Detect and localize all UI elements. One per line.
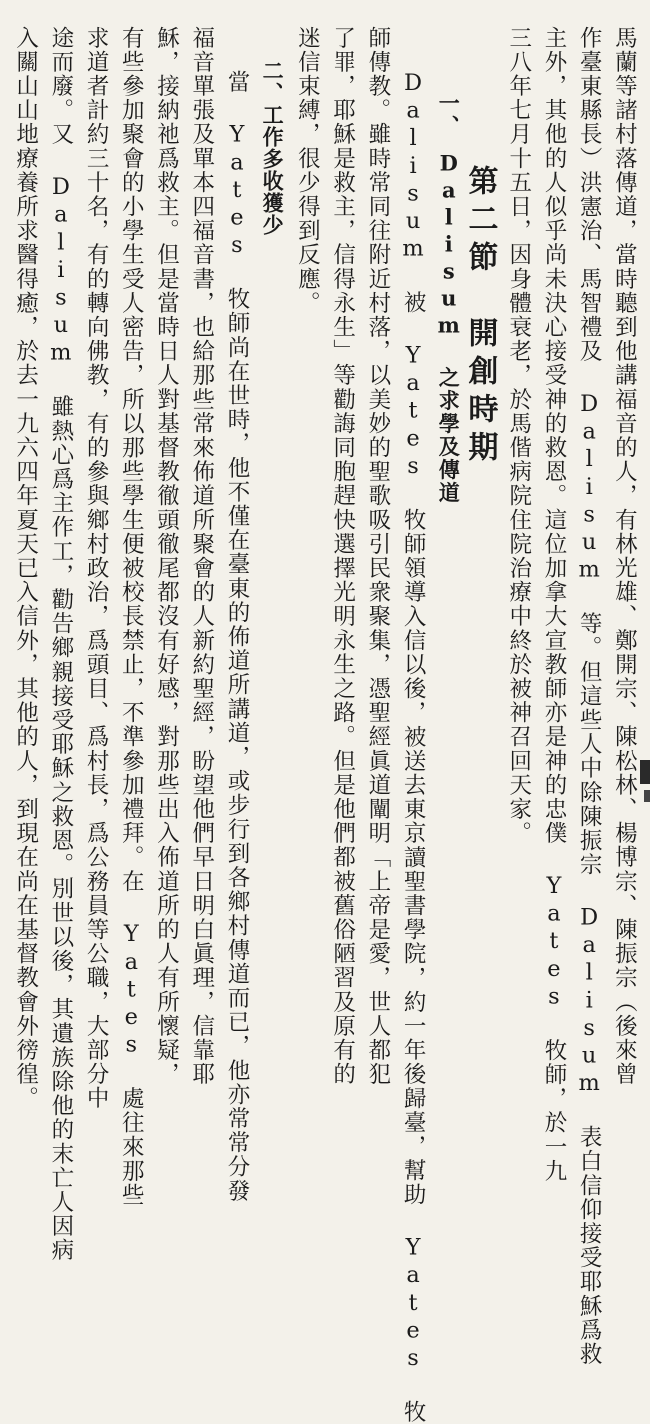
subsection-heading-1: 一、 Dalisum 之求學及傳道 [436,92,462,505]
text-line-14: 途而廢。又 Dalisum 雖熱心爲主作工，勸告鄉親接受耶穌之救恩。別世以後，其遺族除他的末亡人因病 [47,26,74,1263]
text-line-11: 穌，接納祂爲救主。但是當時日人對基督教徹頭徹尾都沒有好感，對那些出入佈道所的人有所懷疑， [153,26,180,1087]
text-line-13: 求道者計約三十名，有的轉向佛教，有的參與鄉村政治，爲頭目、爲村長，爲公務員等公職，大部分中 [83,26,110,1111]
text-line-7: 了罪，耶穌是救主，信得永生」等勸誨同胞趕快選擇光明永生之路。但是他們都被舊俗陋習及原有的 [329,26,356,1087]
text-line-4: 三八年七月十五日，因身體衰老，於馬偕病院住院治療中終於被神召回天家。 [505,26,532,846]
text-line-12: 有些參加聚會的小學生受人密告，所以那些學生便被校長禁止，不準參加禮拜。在 Yates 處往來那些 [118,26,145,1208]
text-line-8: 迷信束縛，很少得到反應。 [294,26,321,316]
text-line-9: 當 Yates 牧師尚在世時，他不僅在臺東的佈道所講道，或步行到各鄉村傳道而已，他亦常常分發 [223,70,250,1204]
page-edge-mark [640,760,650,784]
text-line-1: 馬蘭等諸村落傳道，當時聽到他講福音的人，有林光雄、鄭開宗、陳松林、楊博宗、陳振宗（後來曾 [611,26,638,1087]
text-line-2: 作臺東縣長）洪憲治、馬智禮及 Dalisum 等。但這些人中除陳振宗 Dalisum 表白信仰接受耶穌爲救 [576,26,603,1367]
text-line-6: 師傳教。雖時常同往附近村落，以美妙的聖歌吸引民衆聚集，憑聖經眞道闡明「上帝是愛，世人都犯 [364,26,391,1087]
text-line-15: 入關山山地療養所求醫得癒，於去一九六四年夏天已入信外，其他的人，到現在尚在基督教會外徬徨。 [12,26,39,1111]
section-heading: 第二節 開創時期 [462,165,498,469]
page-edge-mark-small [644,790,650,802]
text-line-10: 福音單張及單本四福音書，也給那些常來佈道所聚會的人新約聖經，盼望他們早日明白眞理，信靠耶 [188,26,215,1087]
subsection-heading-2: 二、工作多收獲少 [260,60,286,236]
text-line-5: Dalisum 被 Yates 牧師領導入信以後，被送去東京讀聖書學院，約一年後歸臺，幫助 Yates 牧 [400,70,427,1424]
text-line-3: 主外，其他的人似乎尚未決心接受神的救恩。這位加拿大宣教師亦是神的忠僕 Yates 牧師，於一九 [540,26,567,1184]
